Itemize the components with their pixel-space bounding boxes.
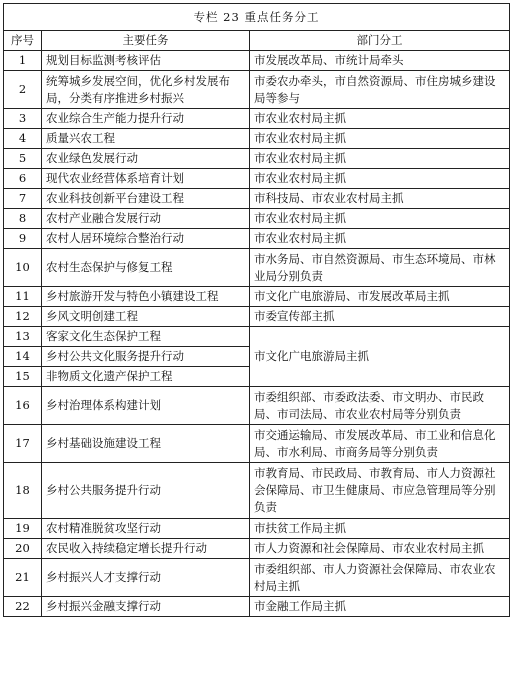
table-row — [4, 169, 510, 189]
header-row — [4, 31, 510, 51]
row-num: 2 — [4, 71, 42, 109]
table-row — [4, 129, 510, 149]
row-dept: 市农业农村局主抓 — [250, 169, 510, 189]
row-dept: 市农业农村局主抓 — [250, 149, 510, 169]
row-task: 规划目标监测考核评估 — [42, 51, 250, 71]
row-num: 6 — [4, 169, 42, 189]
row-dept: 市发展改革局、市统计局牵头 — [250, 51, 510, 71]
row-dept: 市委宣传部主抓 — [250, 307, 510, 327]
table-row — [4, 229, 510, 249]
table-row — [4, 519, 510, 539]
row-num: 8 — [4, 209, 42, 229]
row-num: 16 — [4, 387, 42, 425]
row-task: 农村生态保护与修复工程 — [42, 249, 250, 287]
table-row — [4, 307, 510, 327]
row-dept: 市金融工作局主抓 — [250, 597, 510, 617]
row-dept: 市扶贫工作局主抓 — [250, 519, 510, 539]
row-num: 18 — [4, 463, 42, 519]
row-num: 7 — [4, 189, 42, 209]
table-row — [4, 387, 510, 425]
row-dept: 市人力资源和社会保障局、市农业农村局主抓 — [250, 539, 510, 559]
table-row — [4, 189, 510, 209]
row-num: 14 — [4, 347, 42, 367]
row-num: 17 — [4, 425, 42, 463]
row-task: 统筹城乡发展空间，优化乡村发展布局，分类有序推进乡村振兴 — [42, 71, 250, 109]
row-num: 4 — [4, 129, 42, 149]
table-row — [4, 559, 510, 597]
header-task: 主要任务 — [42, 31, 250, 51]
row-task: 农民收入持续稳定增长提升行动 — [42, 539, 250, 559]
table-row — [4, 539, 510, 559]
table-row — [4, 463, 510, 519]
table-row — [4, 109, 510, 129]
row-dept: 市科技局、市农业农村局主抓 — [250, 189, 510, 209]
table-row — [4, 71, 510, 109]
row-task: 乡村公共服务提升行动 — [42, 463, 250, 519]
row-num: 20 — [4, 539, 42, 559]
table-row — [4, 249, 510, 287]
row-dept: 市农业农村局主抓 — [250, 209, 510, 229]
row-dept: 市委农办牵头，市自然资源局、市住房城乡建设局等参与 — [250, 71, 510, 109]
row-dept: 市教育局、市民政局、市教育局、市人力资源社会保障局、市卫生健康局、市应急管理局等分别负责 — [250, 463, 510, 519]
header-dept: 部门分工 — [250, 31, 510, 51]
row-task: 农业绿色发展行动 — [42, 149, 250, 169]
row-dept: 市水务局、市自然资源局、市生态环境局、市林业局分别负责 — [250, 249, 510, 287]
row-dept: 市农业农村局主抓 — [250, 109, 510, 129]
row-task: 乡村治理体系构建计划 — [42, 387, 250, 425]
row-task: 乡风文明创建工程 — [42, 307, 250, 327]
row-num: 9 — [4, 229, 42, 249]
row-task: 现代农业经营体系培育计划 — [42, 169, 250, 189]
table-row — [4, 425, 510, 463]
row-num: 13 — [4, 327, 42, 347]
row-task: 质量兴农工程 — [42, 129, 250, 149]
table-title-row — [4, 4, 510, 31]
row-num: 22 — [4, 597, 42, 617]
row-task: 农村产业融合发展行动 — [42, 209, 250, 229]
table-title: 专栏 23 重点任务分工 — [4, 4, 510, 31]
header-num: 序号 — [4, 31, 42, 51]
row-num: 21 — [4, 559, 42, 597]
row-dept: 市交通运输局、市发展改革局、市工业和信息化局、市水利局、市商务局等分别负责 — [250, 425, 510, 463]
row-task: 非物质文化遗产保护工程 — [42, 367, 250, 387]
table-row — [4, 287, 510, 307]
row-dept: 市农业农村局主抓 — [250, 129, 510, 149]
row-num: 11 — [4, 287, 42, 307]
row-dept: 市农业农村局主抓 — [250, 229, 510, 249]
row-task: 乡村公共文化服务提升行动 — [42, 347, 250, 367]
task-division-table — [3, 3, 510, 617]
row-task: 乡村振兴人才支撑行动 — [42, 559, 250, 597]
table-row — [4, 597, 510, 617]
row-dept: 市委组织部、市人力资源社会保障局、市农业农村局主抓 — [250, 559, 510, 597]
row-task: 农业科技创新平台建设工程 — [42, 189, 250, 209]
row-task: 乡村振兴金融支撑行动 — [42, 597, 250, 617]
row-task: 客家文化生态保护工程 — [42, 327, 250, 347]
table-row — [4, 209, 510, 229]
table-row — [4, 327, 510, 347]
table-row — [4, 149, 510, 169]
row-num: 15 — [4, 367, 42, 387]
row-dept: 市委组织部、市委政法委、市文明办、市民政局、市司法局、市农业农村局等分别负责 — [250, 387, 510, 425]
row-dept: 市文化广电旅游局、市发展改革局主抓 — [250, 287, 510, 307]
table-row — [4, 51, 510, 71]
row-task: 农业综合生产能力提升行动 — [42, 109, 250, 129]
row-dept: 市文化广电旅游局主抓 — [250, 327, 510, 387]
row-num: 5 — [4, 149, 42, 169]
row-num: 1 — [4, 51, 42, 71]
row-num: 3 — [4, 109, 42, 129]
row-task: 农村精准脱贫攻坚行动 — [42, 519, 250, 539]
row-task: 乡村基础设施建设工程 — [42, 425, 250, 463]
row-num: 10 — [4, 249, 42, 287]
row-task: 农村人居环境综合整治行动 — [42, 229, 250, 249]
row-num: 19 — [4, 519, 42, 539]
row-num: 12 — [4, 307, 42, 327]
row-task: 乡村旅游开发与特色小镇建设工程 — [42, 287, 250, 307]
